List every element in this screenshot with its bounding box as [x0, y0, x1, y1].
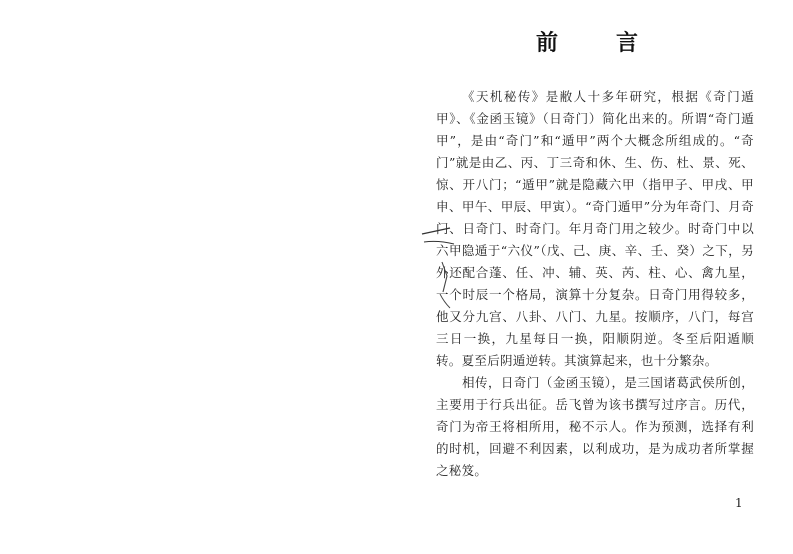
page-number: 1	[735, 496, 743, 510]
paragraph-1: 《天机秘传》是敝人十多年研究，根据《奇门遁甲》、《金函玉镜》（日奇门）简化出来的。所谓“奇门遁甲”，是由“奇门”和“遁甲”两个大概念所组成的。“奇门”就是由乙、丙、丁三奇和休、生、伤、杜、景、死、惊、开八门；“遁甲”就是隐藏六甲（指甲子、甲戌、甲申、甲午、甲辰、甲寅）。“奇门遁甲”分为年奇门、月奇门、日奇门、时奇门。年月奇门用之较少。时奇门中以六甲隐遁于“六仪”（戊、己、庚、辛、壬、癸）之下，另外还配合蓬、任、冲、辅、英、芮、柱、心、禽九星，一个时辰一个格局，演算十分复杂。日奇门用得较多，他又分九宫、八卦、八门、九星。按顺序，八门，每宫三日一换，九星每日一换，阳顺阴逆。冬至后阳遁顺转。夏至后阴遁逆转。其演算起来，也十分繁杂。	[436, 89, 754, 368]
left-blank-page	[0, 0, 396, 554]
page-title: 前 言	[536, 30, 657, 56]
paragraph-2: 相传，日奇门（金函玉镜），是三国诸葛武侯所创，主要用于行兵出征。岳飞曾为该书撰写过序言。历代，奇门为帝王将相所用，秘不示人。作为预测，选择有利的时机，回避不利因素，以利成功，是为成功者所掌握之秘笈。	[436, 375, 754, 478]
body-text	[436, 86, 754, 482]
